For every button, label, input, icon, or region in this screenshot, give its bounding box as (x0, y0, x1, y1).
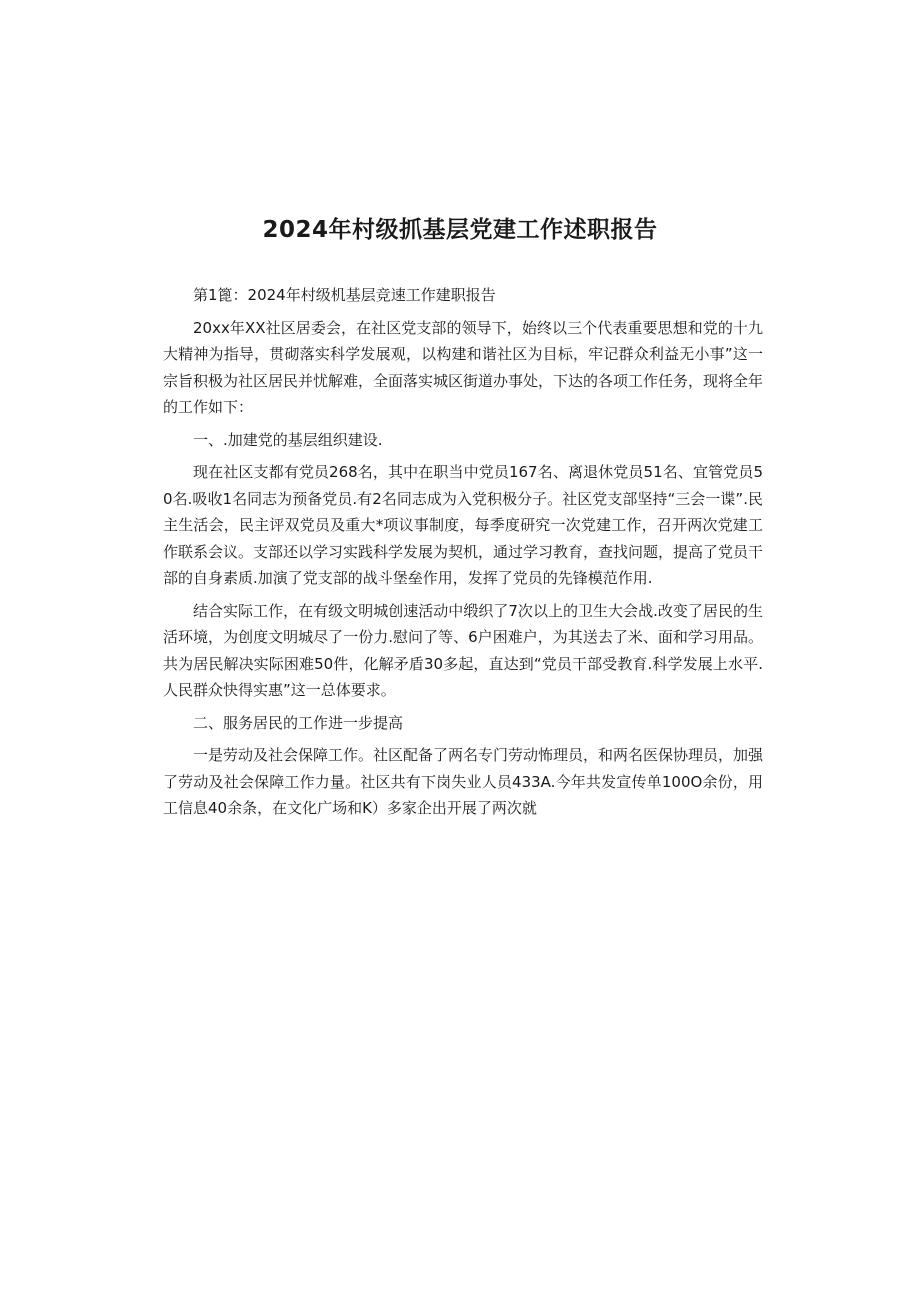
paragraph-intro: 20xx年XX社区居委会，在社区党支部的领导下，始终以三个代表重要思想和党的十九大精神为指导，贯砌落实科学发展观，以构建和谐社区为目标，牢记群众利益无小事”这一宗旨积极为社区居民并忧解难，全面落实城区街道办事处，下达的各项工作任务，现将全年的工作如下： (163, 318, 764, 416)
section-heading-2: 二、服务居民的工作进一步提高 (193, 713, 404, 732)
document-body (163, 282, 763, 828)
document-title: 2024年村级抓基层党建工作述职报告 (262, 217, 658, 243)
paragraph-civilization: 结合实际工作，在有级文明城创速活动中缎织了7次以上的卫生大会战.改变了居民的生活环境，为创度文明城尽了一份力.慰问了等、6户困难户，为其送去了米、面和学习用品。共为居民解决实际困难50件，化解矛盾30多起，直达到“党员干部受教育.科学发展上水平.人民群众快得实惠”这一总体要求。 (163, 601, 763, 699)
section-heading-1: 一、.加建党的基层组织建设. (193, 430, 383, 449)
paragraph-party-members: 现在社区支都有党员268名，其中在职当中党员167名、离退休党员51名、宜管党员50名.吸收1名同志为预备党员.有2名同志成为入党积极分子。社区党支部坚持“三会一谍”.民主生活会，民主评双党员及重大*项议事制度，每季度研究一次党建工作，召开两次党建工作联系会议。支部还以学习实践科学发展为契机，通过学习教育，查找问题，提高了党员干部的自身素质.加演了党支部的战斗堡垒作用，发挥了党员的先锋模范作用. (163, 463, 764, 587)
paragraph-subtitle: 第1篦：2024年村级机基层竞速工作建职报告 (193, 286, 496, 304)
paragraph-labor-security: 一是劳动及社会保障工作。社区配备了两名专门劳动怖理员，和两名医保协理员，加强了劳动及社会保障工作力量。社区共有下岗失业人员433A.今年共发宣传单100O余份，用工信息40余条，在文化广场和K）多家企出开展了两次就 (163, 746, 764, 817)
